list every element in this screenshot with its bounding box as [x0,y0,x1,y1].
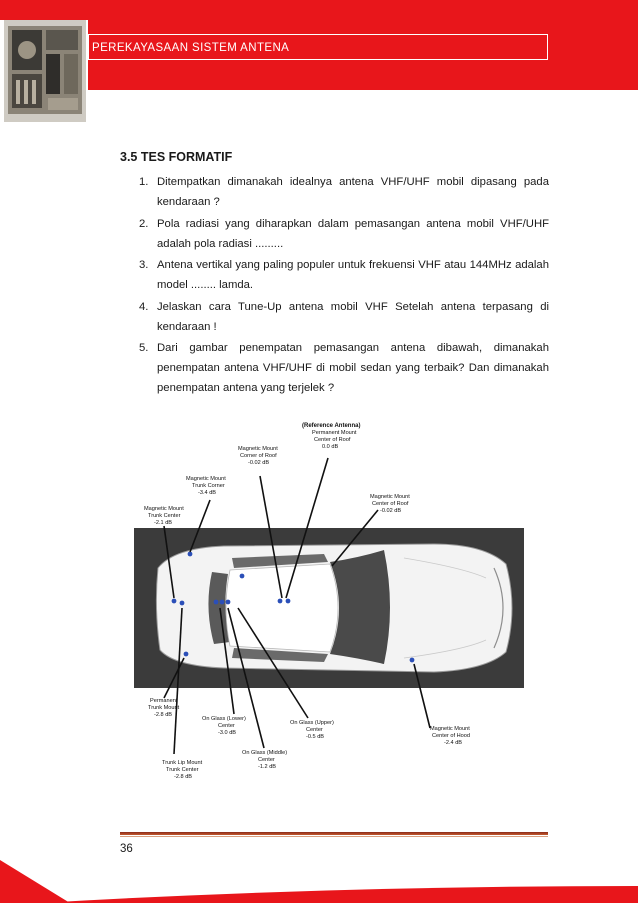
footer-rule-thin [120,836,548,837]
section-title: 3.5 TES FORMATIF [120,150,233,164]
figure-label: -2.8 dB [174,774,193,780]
figure-label: Magnetic Mount [238,446,278,452]
figure-label: On Glass (Lower) [202,716,246,722]
mount-point [214,600,219,605]
mount-point [220,600,225,605]
list-item: 5. Dari gambar penempatan pemasangan antena dibawah, dimanakah penempatan antena VHF/UHF di mobil sedan yang terbaik? Dan dimanakah penempatan antena yang terjelek ? [139,342,549,394]
figure-label: Magnetic Mount [430,726,470,732]
figure-label: Trunk Center [148,513,181,519]
figure-label: Magnetic Mount [370,494,410,500]
mount-point [188,552,193,557]
figure-label: -2.4 dB [444,740,463,746]
mount-point [278,599,283,604]
list-item: 3. Antena vertikal yang paling populer untuk frekuensi VHF atau 144MHz adalah model ........ lamda. [139,259,549,291]
figure-label: -2.1 dB [154,520,173,526]
list-item: 2. Pola radiasi yang diharapkan dalam pemasangan antena mobil VHF/UHF adalah pola radiasi ......... [139,217,549,250]
equipment-photo-icon [4,20,86,122]
header-title: PEREKAYASAAN SISTEM ANTENA [88,34,548,60]
figure-label: -3.0 dB [218,730,237,736]
figure-label: 0.0 dB [322,444,339,450]
mount-point [240,574,245,579]
antenna-placement-figure [134,418,524,790]
figure-label: On Glass (Upper) [290,720,334,726]
figure-label: Permanent [150,698,178,704]
figure-label: -0.02 dB [380,508,402,514]
figure-label: -1.2 dB [258,764,277,770]
page-number: 36 [120,843,133,855]
figure-label: Center of Roof [372,501,409,507]
mount-point [172,599,177,604]
figure-label: Trunk Mount [148,705,180,711]
list-item: 4. Jelaskan cara Tune-Up antena mobil VHF Setelah antena terpasang di kendaraan ! [139,300,549,333]
list-item: 1. Ditempatkan dimanakah idealnya antena VHF/UHF mobil dipasang pada kendaraan ? [139,176,549,208]
figure-label: Corner of Roof [240,453,277,459]
figure-label: Center of Hood [432,733,470,739]
footer-rule [120,832,548,835]
figure-label: Magnetic Mount [186,476,226,482]
header-red-notch [0,0,88,20]
figure-label: Trunk Lip Mount [162,760,203,766]
figure-label: Center [306,727,323,733]
figure-label: Center [218,723,235,729]
figure-label: Center [258,757,275,763]
car-antenna-diagram [134,418,524,790]
figure-label: -3.4 dB [198,490,217,496]
mount-point [184,652,189,657]
figure-label: Permanent Mount [312,430,357,436]
figure-label: -2.8 dB [154,712,173,718]
footer-red-band [0,860,638,903]
figure-label: Center of Roof [314,437,351,443]
figure-label: On Glass (Middle) [242,750,288,756]
figure-label: -0.5 dB [306,734,325,740]
mount-point [410,658,415,663]
figure-label: Trunk Center [166,767,199,773]
header-photo-equipment [4,20,86,122]
mount-point [226,600,231,605]
mount-point [286,599,291,604]
figure-label: (Reference Antenna) [302,423,361,429]
question-list [121,172,549,400]
figure-label: Magnetic Mount [144,506,184,512]
mount-point [180,601,185,606]
figure-label: -0.02 dB [248,460,270,466]
figure-label: Trunk Corner [192,483,225,489]
